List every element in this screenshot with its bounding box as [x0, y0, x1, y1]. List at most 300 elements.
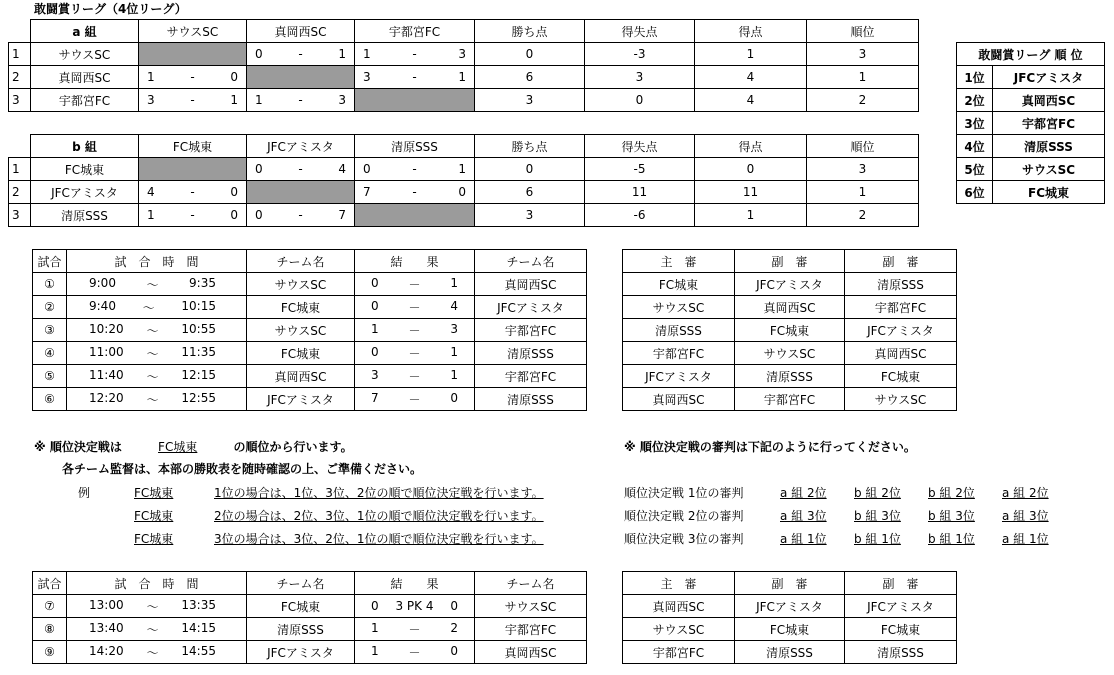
score-away: 1: [338, 47, 346, 61]
time-separator: ～: [146, 392, 159, 407]
assistant-referee-header: 副 審: [845, 572, 957, 595]
assistant-referee: サウスSC: [845, 388, 957, 411]
match-time: [67, 342, 247, 365]
start-time: 9:00: [89, 275, 116, 290]
ranking-row: [957, 89, 1105, 112]
score-home: 0: [371, 298, 379, 313]
score-dash: -: [298, 93, 303, 107]
assistant-referee: 清原SSS: [845, 273, 957, 296]
end-time: 12:15: [181, 367, 216, 382]
away-team: 真岡西SC: [475, 273, 587, 296]
time-wrap: [67, 299, 246, 316]
referee-row: [623, 296, 957, 319]
score-wrap: [355, 368, 474, 385]
match-row: [33, 273, 587, 296]
end-time: 14:15: [181, 620, 216, 635]
score-home: 1: [363, 47, 371, 61]
match-time: [67, 618, 247, 641]
goals-header: 得点: [695, 135, 807, 158]
assistant-referee: 清原SSS: [735, 641, 845, 664]
goal-diff: 0: [585, 89, 695, 112]
ref-row-col: a 組 2位: [780, 486, 827, 500]
match-result: [355, 595, 475, 618]
assistant-referee: JFCアミスタ: [845, 319, 957, 342]
match-time: [67, 365, 247, 388]
referee-table-1: [622, 249, 957, 411]
score-dash: -: [190, 93, 195, 107]
score-away: 1: [458, 70, 466, 84]
match-row: [33, 365, 587, 388]
team-name: 真岡西SC: [31, 66, 139, 89]
match-result: [139, 204, 247, 227]
score-home: 0: [363, 162, 371, 176]
score-wrap: [355, 322, 474, 339]
match-number: ①: [33, 273, 67, 296]
time-wrap: [67, 391, 246, 408]
rank: 2: [807, 89, 919, 112]
group-row: [9, 66, 919, 89]
score-dash: -: [190, 208, 195, 222]
score-dash: －: [408, 392, 421, 407]
score-home: 0: [255, 162, 263, 176]
group-b-team-header: JFCアミスタ: [247, 135, 355, 158]
score-wrap: [355, 185, 474, 199]
group-row: [9, 181, 919, 204]
rank: 2: [807, 204, 919, 227]
score-home: 0: [371, 599, 379, 613]
end-time: 10:55: [181, 321, 216, 336]
match-number: ③: [33, 319, 67, 342]
start-time: 10:20: [89, 321, 124, 336]
team-header: チーム名: [247, 250, 355, 273]
score-dash: －: [408, 645, 421, 660]
score-wrap: [139, 70, 246, 84]
main-referee: サウスSC: [623, 296, 735, 319]
score-away: 1: [450, 367, 458, 382]
assistant-referee: JFCアミスタ: [845, 595, 957, 618]
score-wrap: [139, 93, 246, 107]
match-number: ⑤: [33, 365, 67, 388]
time-wrap: [67, 368, 246, 385]
main-referee: 真岡西SC: [623, 388, 735, 411]
self-match-cell: [139, 43, 247, 66]
score-home: 0: [371, 275, 379, 290]
end-time: 11:35: [181, 344, 216, 359]
ref-row-col: a 組 1位: [780, 532, 827, 546]
home-team: サウスSC: [247, 273, 355, 296]
schedule-2-body: [33, 595, 587, 664]
assistant-referee: サウスSC: [735, 342, 845, 365]
match-result: [355, 43, 475, 66]
goal-diff: -5: [585, 158, 695, 181]
ref-row-col: b 組 2位: [854, 486, 901, 500]
team-header: チーム名: [247, 572, 355, 595]
score-wrap: [247, 93, 354, 107]
points: 0: [475, 43, 585, 66]
assistant-referee: FC城東: [735, 319, 845, 342]
time-wrap: [67, 345, 246, 362]
referee-1-body: [623, 273, 957, 411]
score-home: 3: [147, 93, 155, 107]
score-away: 0: [450, 643, 458, 658]
assistant-referee-header: 副 審: [845, 250, 957, 273]
schedule-table-1: [32, 249, 587, 411]
referee-row: [623, 365, 957, 388]
start-time: 11:00: [89, 344, 124, 359]
self-match-cell: [247, 66, 355, 89]
time-wrap: [67, 621, 246, 638]
match-result: [355, 342, 475, 365]
group-b-team-header: 清原SSS: [355, 135, 475, 158]
score-home: 1: [147, 208, 155, 222]
score-away: 2: [450, 620, 458, 635]
score-wrap: [355, 299, 474, 316]
score-wrap: [355, 276, 474, 293]
score-away: 1: [230, 93, 238, 107]
away-team: サウスSC: [475, 595, 587, 618]
referee-note-title: ※ 順位決定戦の審判は下記のように行ってください。: [624, 440, 916, 454]
ref-row-label: 順位決定戦 2位の審判: [624, 509, 744, 523]
note-line-1: [34, 438, 353, 455]
home-team: FC城東: [247, 342, 355, 365]
time-separator: ～: [146, 323, 159, 338]
score-away: 0: [450, 390, 458, 405]
score-wrap: [355, 644, 474, 661]
ranking-table: [956, 42, 1105, 204]
team-name: 清原SSS: [31, 204, 139, 227]
end-time: 10:15: [181, 298, 216, 313]
main-referee: FC城東: [623, 273, 735, 296]
main-referee: 清原SSS: [623, 319, 735, 342]
score-away: 1: [458, 162, 466, 176]
match-no-header: 試合: [33, 572, 67, 595]
match-result: [247, 204, 355, 227]
match-time: [67, 319, 247, 342]
ranking-team: 真岡西SC: [993, 89, 1105, 112]
score-dash: -: [412, 185, 417, 199]
match-time: [67, 595, 247, 618]
ranking-row: [957, 135, 1105, 158]
match-result: [355, 641, 475, 664]
goal-diff: 3: [585, 66, 695, 89]
ref-row-col: a 組 3位: [1002, 509, 1049, 523]
assistant-referee: 真岡西SC: [735, 296, 845, 319]
score-wrap: [247, 162, 354, 176]
match-result: [139, 89, 247, 112]
result-header: 結 果: [355, 572, 475, 595]
match-result: [355, 273, 475, 296]
example-label: 例: [78, 486, 91, 500]
home-team: JFCアミスタ: [247, 641, 355, 664]
assistant-referee: JFCアミスタ: [735, 595, 845, 618]
self-match-cell: [355, 204, 475, 227]
away-team: JFCアミスタ: [475, 296, 587, 319]
start-time: 13:40: [89, 620, 124, 635]
note-text: ※ 順位決定戦は: [34, 440, 122, 454]
score-home: 4: [147, 185, 155, 199]
home-team: 真岡西SC: [247, 365, 355, 388]
home-team: FC城東: [247, 595, 355, 618]
rank: 3: [807, 43, 919, 66]
score-dash: －: [408, 369, 421, 384]
match-result: [355, 296, 475, 319]
team-name: サウスSC: [31, 43, 139, 66]
assistant-referee: 宇都宮FC: [845, 296, 957, 319]
goals: 1: [695, 43, 807, 66]
score-dash: -: [190, 70, 195, 84]
row-number: 3: [9, 204, 31, 227]
away-team: 真岡西SC: [475, 641, 587, 664]
score-wrap: [247, 47, 354, 61]
main-referee: 宇都宮FC: [623, 342, 735, 365]
ranking-row: [957, 181, 1105, 204]
ref-row-col: b 組 1位: [854, 532, 901, 546]
self-match-cell: [139, 158, 247, 181]
start-time: 12:20: [89, 390, 124, 405]
time-separator: ～: [146, 277, 159, 292]
points: 3: [475, 89, 585, 112]
main-referee: JFCアミスタ: [623, 365, 735, 388]
rank: 3: [807, 158, 919, 181]
start-time: 9:40: [89, 298, 116, 313]
group-b-body: [9, 158, 919, 227]
score-away: 1: [450, 344, 458, 359]
match-result: [355, 66, 475, 89]
ranking-position: 3位: [957, 112, 993, 135]
ranking-team: 宇都宮FC: [993, 112, 1105, 135]
score-home: 7: [371, 390, 379, 405]
match-result: [139, 66, 247, 89]
time-separator: ～: [146, 622, 159, 637]
time-separator: ～: [146, 645, 159, 660]
home-team: サウスSC: [247, 319, 355, 342]
example-team: FC城東: [134, 532, 174, 546]
group-a-team-header: 真岡西SC: [247, 20, 355, 43]
group-a-table: [8, 19, 919, 112]
score-wrap: [355, 47, 474, 61]
group-a-team-header: サウスSC: [139, 20, 247, 43]
match-result: [355, 158, 475, 181]
main-referee-header: 主 審: [623, 572, 735, 595]
score-dash: -: [412, 47, 417, 61]
goal-diff: -3: [585, 43, 695, 66]
ranking-position: 5位: [957, 158, 993, 181]
points: 0: [475, 158, 585, 181]
score-away: 3: [338, 93, 346, 107]
ref-row-col: b 組 1位: [928, 532, 975, 546]
home-team: 清原SSS: [247, 618, 355, 641]
score-home: 0: [255, 208, 263, 222]
points: 6: [475, 66, 585, 89]
goal-diff-header: 得失点: [585, 20, 695, 43]
match-number: ⑧: [33, 618, 67, 641]
points-header: 勝ち点: [475, 20, 585, 43]
goal-diff: 11: [585, 181, 695, 204]
rank-header: 順位: [807, 20, 919, 43]
score-dash: -: [412, 70, 417, 84]
score-home: 0: [371, 344, 379, 359]
score-wrap: [355, 345, 474, 362]
self-match-cell: [355, 89, 475, 112]
team-name: JFCアミスタ: [31, 181, 139, 204]
score-home: 7: [363, 185, 371, 199]
main-referee: 宇都宮FC: [623, 641, 735, 664]
ranking-row: [957, 66, 1105, 89]
match-row: [33, 618, 587, 641]
team-name: 宇都宮FC: [31, 89, 139, 112]
match-number: ④: [33, 342, 67, 365]
time-header: 試 合 時 間: [67, 572, 247, 595]
score-wrap: [355, 391, 474, 408]
ref-row-col: a 組 2位: [1002, 486, 1049, 500]
group-b-table: [8, 134, 919, 227]
score-away: 0: [450, 599, 458, 613]
referee-row: [623, 319, 957, 342]
page-title: 敢闘賞リーグ（4位リーグ）: [34, 2, 187, 16]
group-row: [9, 43, 919, 66]
match-time: [67, 641, 247, 664]
time-wrap: [67, 322, 246, 339]
group-row: [9, 204, 919, 227]
match-number: ⑦: [33, 595, 67, 618]
score-dash: －: [408, 277, 421, 292]
home-team: FC城東: [247, 296, 355, 319]
score-away: 0: [230, 185, 238, 199]
referee-table-2: [622, 571, 957, 664]
score-wrap: [355, 621, 474, 638]
match-row: [33, 388, 587, 411]
time-separator: ～: [146, 599, 159, 614]
ranking-team: 清原SSS: [993, 135, 1105, 158]
match-row: [33, 296, 587, 319]
main-referee: サウスSC: [623, 618, 735, 641]
row-number: 3: [9, 89, 31, 112]
match-row: [33, 319, 587, 342]
note-team: FC城東: [158, 440, 198, 454]
match-number: ⑥: [33, 388, 67, 411]
end-time: 9:35: [189, 275, 216, 290]
example-text: 1位の場合は、1位、3位、2位の順で順位決定戦を行います。: [214, 486, 544, 500]
ref-row-label: 順位決定戦 3位の審判: [624, 532, 744, 546]
group-row: [9, 89, 919, 112]
ref-row-col: a 組 3位: [780, 509, 827, 523]
score-home: 1: [147, 70, 155, 84]
group-row: [9, 158, 919, 181]
time-wrap: [67, 598, 246, 615]
match-time: [67, 296, 247, 319]
match-row: [33, 342, 587, 365]
start-time: 11:40: [89, 367, 124, 382]
match-time: [67, 388, 247, 411]
ref-row-col: b 組 3位: [928, 509, 975, 523]
time-wrap: [67, 644, 246, 661]
match-result: [355, 181, 475, 204]
goal-diff: -6: [585, 204, 695, 227]
assistant-referee: 清原SSS: [735, 365, 845, 388]
ranking-position: 6位: [957, 181, 993, 204]
score-home: 1: [371, 321, 379, 336]
row-number: 2: [9, 66, 31, 89]
rank: 1: [807, 181, 919, 204]
self-match-cell: [247, 181, 355, 204]
score-dash: -: [298, 162, 303, 176]
start-time: 14:20: [89, 643, 124, 658]
match-result: [139, 181, 247, 204]
assistant-referee: JFCアミスタ: [735, 273, 845, 296]
score-home: 1: [371, 620, 379, 635]
score-dash: -: [298, 47, 303, 61]
ref-row-label: 順位決定戦 1位の審判: [624, 486, 744, 500]
time-separator: ～: [146, 346, 159, 361]
home-team: JFCアミスタ: [247, 388, 355, 411]
time-header: 試 合 時 間: [67, 250, 247, 273]
score-dash: -: [412, 162, 417, 176]
note-text: の順位から行います。: [233, 440, 353, 454]
match-result: [247, 89, 355, 112]
match-result: [247, 43, 355, 66]
match-result: [355, 365, 475, 388]
assistant-referee: FC城東: [735, 618, 845, 641]
match-number: ②: [33, 296, 67, 319]
time-separator: ～: [146, 369, 159, 384]
ranking-body: [957, 66, 1105, 204]
score-away: 3: [450, 321, 458, 336]
ranking-position: 1位: [957, 66, 993, 89]
group-a-label: a 組: [31, 20, 139, 43]
match-result: [247, 158, 355, 181]
goals: 0: [695, 158, 807, 181]
away-team: 宇都宮FC: [475, 319, 587, 342]
team-name: FC城東: [31, 158, 139, 181]
score-wrap: [247, 208, 354, 222]
score-home: 3: [371, 367, 379, 382]
score-dash: －: [408, 622, 421, 637]
assistant-referee: 清原SSS: [845, 641, 957, 664]
referee-row: [623, 342, 957, 365]
ref-row-col: b 組 2位: [928, 486, 975, 500]
score-home: 1: [255, 93, 263, 107]
goal-diff-header: 得失点: [585, 135, 695, 158]
ranking-team: FC城東: [993, 181, 1105, 204]
rank-header: 順位: [807, 135, 919, 158]
score-wrap: [355, 70, 474, 84]
score-away: 1: [450, 275, 458, 290]
main-referee: 真岡西SC: [623, 595, 735, 618]
ref-row-col: a 組 1位: [1002, 532, 1049, 546]
match-result: [355, 319, 475, 342]
ref-row-col: b 組 3位: [854, 509, 901, 523]
score-home: 3: [363, 70, 371, 84]
ranking-team: JFCアミスタ: [993, 66, 1105, 89]
ranking-position: 2位: [957, 89, 993, 112]
match-row: [33, 641, 587, 664]
score-wrap: [139, 185, 246, 199]
group-a-team-header: 宇都宮FC: [355, 20, 475, 43]
referee-row: [623, 641, 957, 664]
points-header: 勝ち点: [475, 135, 585, 158]
row-number: 1: [9, 158, 31, 181]
example-text: 2位の場合は、2位、3位、1位の順で順位決定戦を行います。: [214, 509, 544, 523]
score-away: 0: [230, 208, 238, 222]
referee-row: [623, 273, 957, 296]
referee-2-body: [623, 595, 957, 664]
goals-header: 得点: [695, 20, 807, 43]
goals: 1: [695, 204, 807, 227]
goals: 11: [695, 181, 807, 204]
away-team: 宇都宮FC: [475, 365, 587, 388]
away-team: 清原SSS: [475, 388, 587, 411]
match-row: [33, 595, 587, 618]
